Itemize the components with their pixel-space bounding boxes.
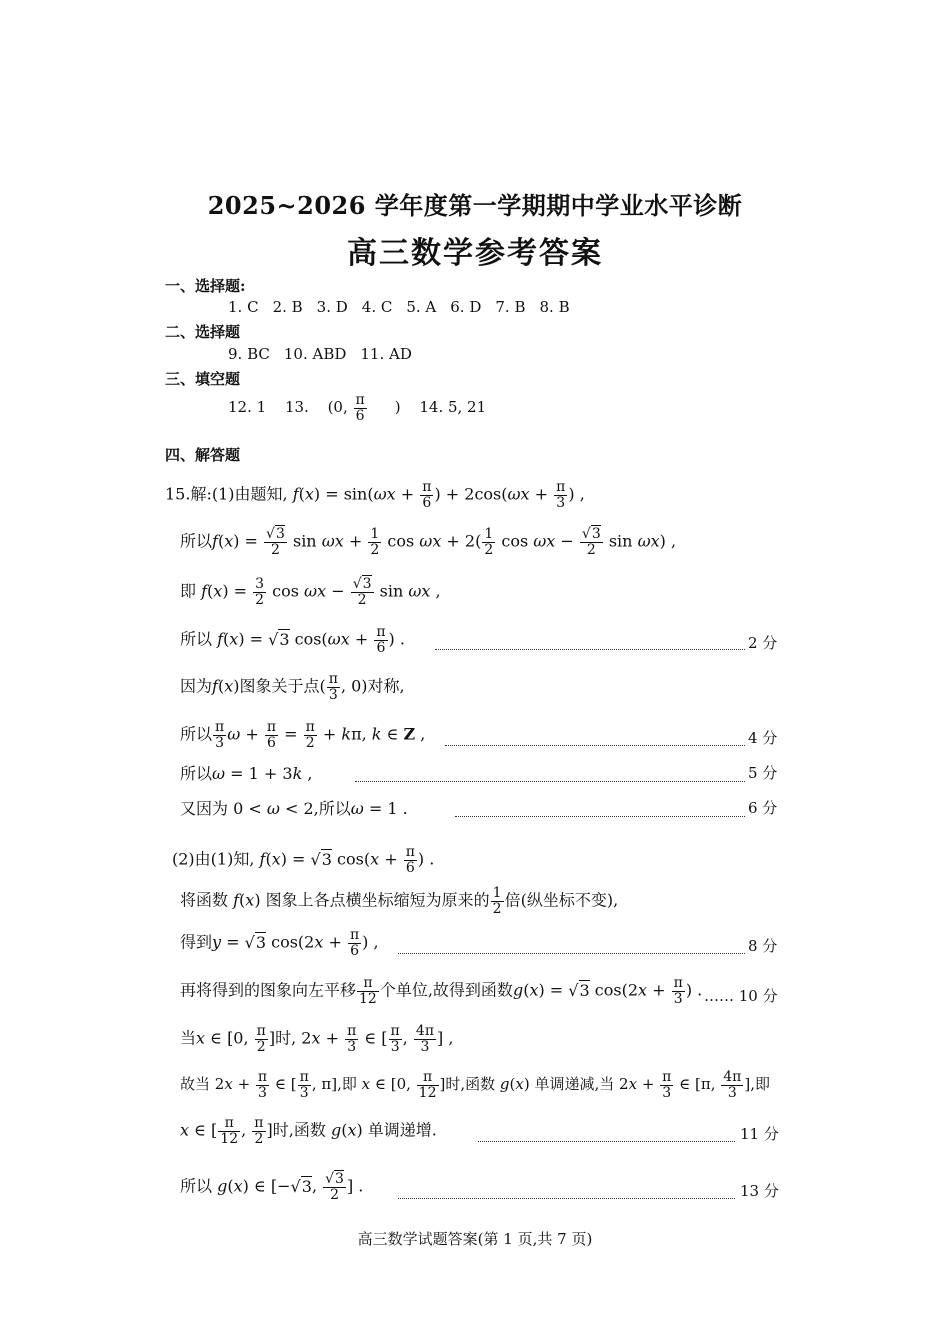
q15-part2-line-6: 故当 2x + $\frac{\pi}{3}$ ∈ [ $\frac{\pi}{3}$ , π],即 x ∈ [0, $\frac{\pi}{12}$ ]时,函数 g(x) 单调递减,当 2x + $\frac{\pi}{3}$ ∈ [π, $\frac{4\pi}{3}$ ],即: [180, 1069, 770, 1101]
answer-item: 13. (0, $\frac{\pi}{6}$ ): [284, 392, 401, 424]
score-leader: [355, 767, 745, 786]
q15-line-5: 因为f(x)图象关于点( $\frac{\pi}{3}$ , 0)对称,: [180, 671, 405, 703]
answer-item: 1. C: [228, 298, 259, 316]
q15-line-6: 所以 $\frac{\pi}{3}$ ω + $\frac{\pi}{6}$ = $\frac{\pi}{2}$ + kπ, k ∈ Z ,: [180, 719, 426, 751]
section-heading-multi-choice: 二、选择题: [165, 323, 241, 341]
section-heading-solutions: 四、解答题: [165, 446, 241, 464]
score-leader: [445, 731, 745, 750]
score-leader: [398, 939, 745, 958]
choice-answers: [228, 298, 584, 316]
exam-title: 2025~2026 学年度第一学期期中学业水平诊断: [207, 191, 743, 220]
answer-item: 6. D: [450, 298, 482, 316]
q15-part2-line-2: 将函数 f(x) 图象上各点横坐标缩短为原来的 $\frac{1}{2}$ 倍(纵坐标不变),: [180, 885, 619, 917]
answer-item: 7. B: [495, 298, 526, 316]
q15-line-2: 所以f(x) = $\frac{√3}{2}$ sin ωx + $\frac{1}{2}$ cos ωx + 2( $\frac{1}{2}$ cos ωx − $\frac{√3}{2}$ sin ωx) ,: [180, 526, 677, 558]
q15-part2-line-1: (2)由(1)知, f(x) = √3 cos(x + $\frac{\pi}{6}$ ) .: [172, 844, 435, 876]
q15-line-8: 又因为 0 < ω < 2,所以ω = 1 .: [180, 799, 408, 818]
score-mark: 4 分: [748, 729, 778, 747]
q15-part2-line-5: 当x ∈ [0, $\frac{\pi}{2}$ ]时, 2x + $\frac{\pi}{3}$ ∈ [ $\frac{\pi}{3}$ , $\frac{4\pi}{3}$ ] ,: [180, 1023, 454, 1055]
fill-blank-answers: [228, 393, 500, 423]
answer-item: 5. A: [406, 298, 437, 316]
q15-line-7: 所以ω = 1 + 3k ,: [180, 764, 313, 783]
multi-choice-answers: [228, 345, 426, 363]
q15-line-1: 15.解:(1)由题知, f(x) = sin(ωx + $\frac{\pi}{6}$ ) + 2cos(ωx + $\frac{\pi}{3}$ ) ,: [165, 479, 585, 511]
score-mark: …… 10 分: [704, 987, 778, 1005]
q15-part2-line-4: 再将得到的图象向左平移 $\frac{\pi}{12}$ 个单位,故得到函数g(x) = √3 cos(2x + $\frac{\pi}{3}$ ) .: [180, 975, 703, 1007]
score-leader: [455, 802, 745, 821]
score-mark: 11 分: [740, 1125, 779, 1143]
answer-item: 2. B: [272, 298, 303, 316]
score-leader: [478, 1127, 735, 1146]
section-heading-choice: 一、选择题:: [165, 277, 246, 295]
q15-line-4: 所以 f(x) = √3 cos(ωx + $\frac{\pi}{6}$ ) .: [180, 624, 405, 656]
answer-key-title: 高三数学参考答案: [347, 236, 603, 271]
answer-item: 9. BC: [228, 345, 270, 363]
score-leader: [435, 635, 745, 654]
score-leader: [398, 1184, 735, 1203]
score-mark: 6 分: [748, 799, 778, 817]
q15-part2-line-3: 得到y = √3 cos(2x + $\frac{\pi}{6}$ ) ,: [180, 927, 379, 959]
q15-part2-line-8: 所以 g(x) ∈ [−√3, $\frac{√3}{2}$ ] .: [180, 1171, 364, 1203]
answer-item: 11. AD: [360, 345, 412, 363]
answer-item: 8. B: [539, 298, 570, 316]
answer-item: 12. 1: [228, 398, 267, 417]
score-mark: 2 分: [748, 634, 778, 652]
score-mark: 5 分: [748, 764, 778, 782]
section-heading-fill-blank: 三、填空题: [165, 370, 241, 388]
answer-item: 3. D: [316, 298, 348, 316]
q15-part2-line-7: x ∈ [ $\frac{\pi}{12}$ , $\frac{\pi}{2}$ ]时,函数 g(x) 单调递增.: [180, 1115, 437, 1147]
q15-line-3: 即 f(x) = $\frac{3}{2}$ cos ωx − $\frac{√3}{2}$ sin ωx ,: [180, 576, 441, 608]
answer-item: 14. 5, 21: [419, 398, 487, 417]
score-mark: 8 分: [748, 937, 778, 955]
answer-item: 10. ABD: [283, 345, 347, 363]
score-mark: 13 分: [740, 1182, 779, 1200]
page-footer: 高三数学试题答案(第 1 页,共 7 页): [357, 1230, 593, 1248]
answer-item: 4. C: [361, 298, 393, 316]
